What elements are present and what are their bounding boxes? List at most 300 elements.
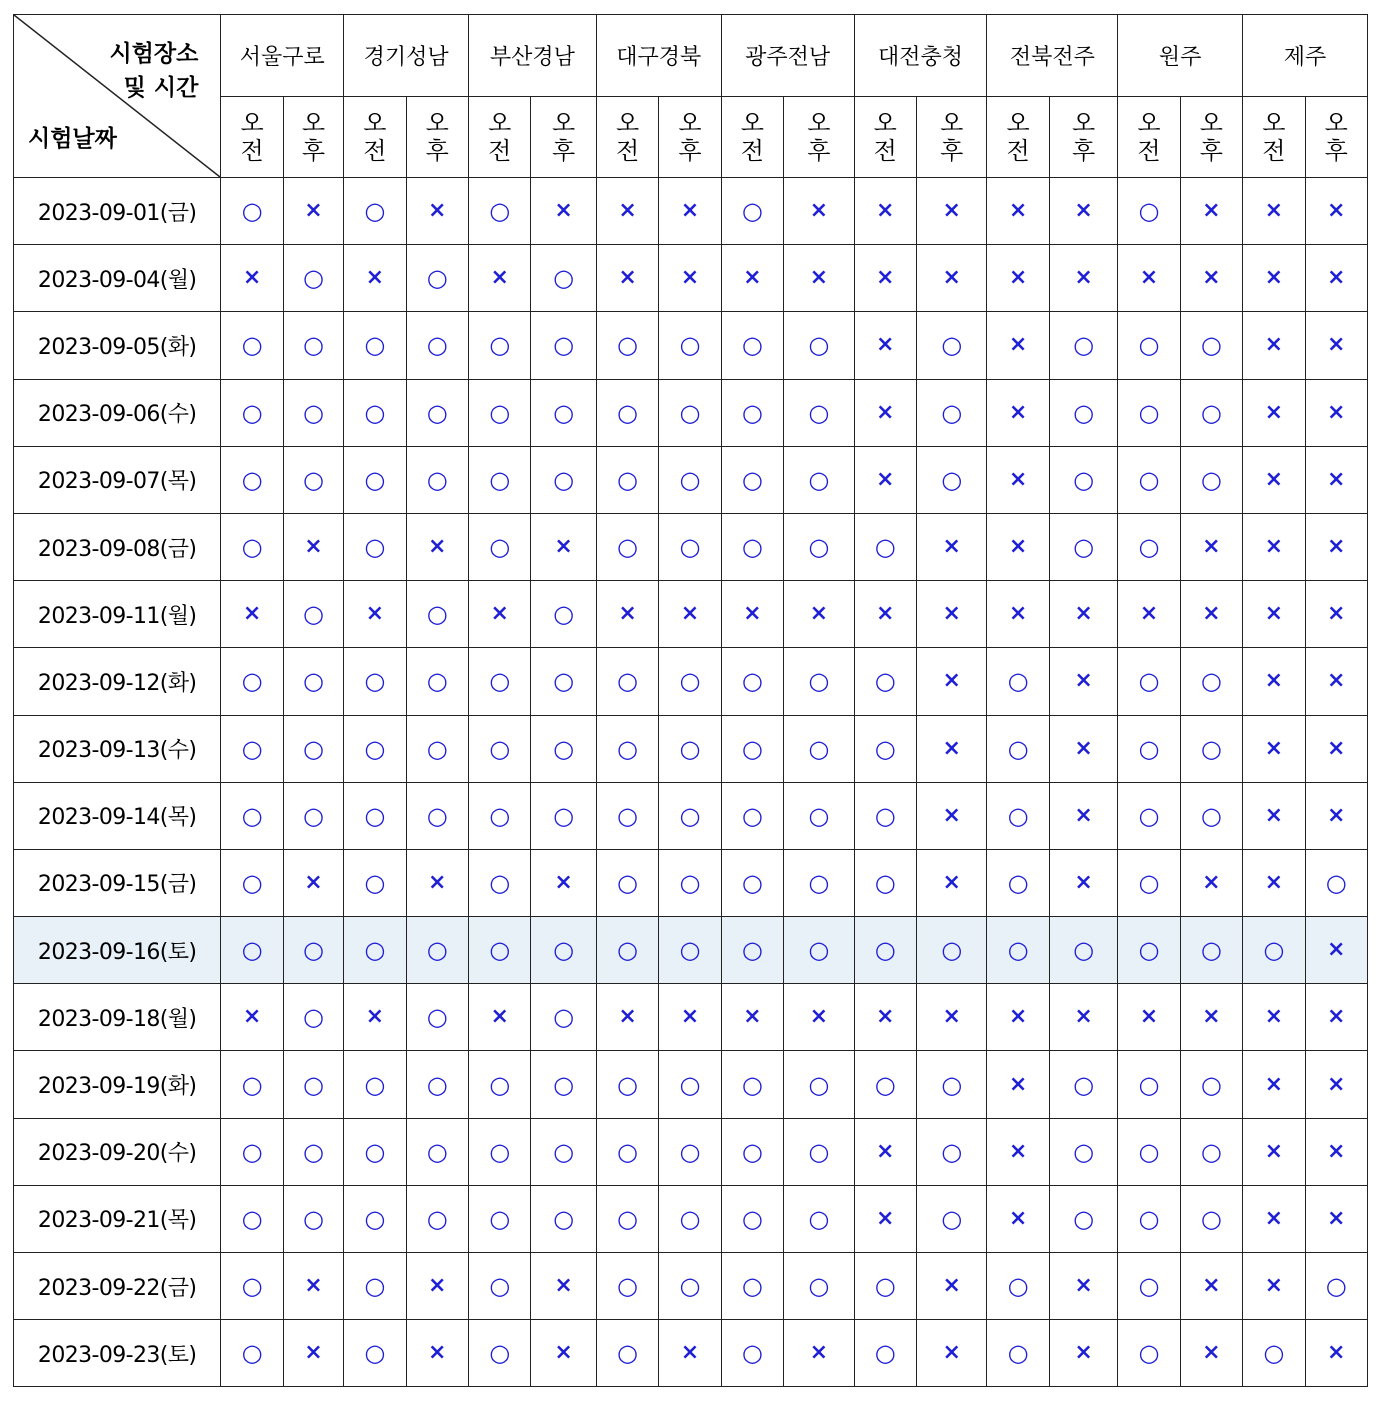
availability-cell bbox=[1180, 917, 1242, 984]
available-mark: ○ bbox=[808, 331, 830, 360]
unavailable-mark: × bbox=[490, 265, 509, 291]
availability-cell bbox=[784, 648, 854, 715]
availability-cell bbox=[1180, 849, 1242, 916]
unavailable-mark: × bbox=[1008, 1004, 1028, 1030]
exam-date-cell: 2023-09-19(화) bbox=[14, 1051, 221, 1118]
availability-cell bbox=[1180, 715, 1242, 782]
availability-cell bbox=[1049, 1118, 1117, 1185]
availability-cell bbox=[784, 178, 854, 245]
availability-cell bbox=[854, 984, 916, 1051]
exam-date-cell: 2023-09-18(월) bbox=[14, 984, 221, 1051]
availability-cell bbox=[721, 1051, 783, 1118]
availability-cell bbox=[659, 1051, 721, 1118]
availability-cell bbox=[344, 648, 406, 715]
availability-cell bbox=[1049, 513, 1117, 580]
availability-cell bbox=[916, 581, 986, 648]
available-mark: ○ bbox=[1073, 1070, 1095, 1099]
availability-cell bbox=[1243, 1185, 1305, 1252]
unavailable-mark: × bbox=[1202, 1273, 1221, 1299]
table-row bbox=[14, 1320, 1368, 1387]
availability-cell bbox=[1243, 1253, 1305, 1320]
availability-cell bbox=[596, 581, 658, 648]
availability-cell bbox=[1305, 1185, 1368, 1252]
availability-cell bbox=[468, 782, 530, 849]
available-mark: ○ bbox=[617, 533, 638, 562]
availability-cell bbox=[1118, 715, 1180, 782]
availability-cell bbox=[1049, 984, 1117, 1051]
pm-header: 오후 bbox=[1180, 96, 1242, 178]
corner-header bbox=[14, 15, 221, 178]
available-mark: ○ bbox=[1138, 1339, 1160, 1368]
exam-date-cell: 2023-09-11(월) bbox=[14, 581, 221, 648]
availability-cell bbox=[1118, 1118, 1180, 1185]
availability-cell bbox=[221, 648, 283, 715]
available-mark: ○ bbox=[679, 667, 701, 696]
available-mark: ○ bbox=[426, 331, 448, 360]
availability-cell bbox=[1180, 648, 1242, 715]
unavailable-mark: × bbox=[1264, 1004, 1284, 1030]
availability-cell bbox=[531, 1253, 596, 1320]
unavailable-mark: × bbox=[1327, 466, 1346, 492]
available-mark: ○ bbox=[1325, 868, 1347, 897]
available-mark: ○ bbox=[489, 667, 511, 696]
table-row bbox=[14, 1051, 1368, 1118]
availability-cell bbox=[721, 245, 783, 312]
availability-cell bbox=[1305, 984, 1368, 1051]
available-mark: ○ bbox=[741, 1070, 763, 1099]
availability-cell bbox=[468, 1051, 530, 1118]
location-header: 대구경북 bbox=[596, 15, 721, 97]
available-mark: ○ bbox=[679, 868, 701, 897]
unavailable-mark: × bbox=[1202, 1004, 1221, 1030]
available-mark: ○ bbox=[553, 734, 575, 763]
available-mark: ○ bbox=[1200, 331, 1222, 360]
available-mark: ○ bbox=[1007, 1339, 1029, 1368]
availability-cell bbox=[1118, 849, 1180, 916]
availability-cell bbox=[344, 782, 406, 849]
availability-cell bbox=[531, 1051, 596, 1118]
unavailable-mark: × bbox=[876, 265, 895, 291]
availability-cell bbox=[468, 312, 530, 379]
availability-cell bbox=[283, 581, 343, 648]
am-header: 오전 bbox=[344, 96, 406, 178]
availability-cell bbox=[1305, 446, 1368, 513]
availability-cell bbox=[531, 581, 596, 648]
am-header: 오전 bbox=[468, 96, 530, 178]
available-mark: ○ bbox=[426, 600, 448, 629]
available-mark: ○ bbox=[489, 1272, 511, 1301]
availability-cell bbox=[784, 1253, 854, 1320]
availability-cell bbox=[1118, 446, 1180, 513]
location-header: 제주 bbox=[1243, 15, 1368, 97]
unavailable-mark: × bbox=[942, 265, 961, 291]
availability-cell bbox=[1305, 513, 1368, 580]
unavailable-mark: × bbox=[1327, 1205, 1346, 1231]
available-mark: ○ bbox=[1007, 734, 1029, 763]
availability-cell bbox=[784, 782, 854, 849]
availability-cell bbox=[1305, 178, 1368, 245]
availability-cell bbox=[987, 1118, 1049, 1185]
unavailable-mark: × bbox=[876, 601, 895, 627]
available-mark: ○ bbox=[741, 465, 763, 494]
availability-cell bbox=[1180, 379, 1242, 446]
available-mark: ○ bbox=[617, 1204, 638, 1233]
unavailable-mark: × bbox=[876, 1004, 895, 1030]
available-mark: ○ bbox=[741, 936, 763, 965]
availability-cell bbox=[1180, 1185, 1242, 1252]
available-mark: ○ bbox=[808, 465, 830, 494]
unavailable-mark: × bbox=[680, 198, 700, 224]
unavailable-mark: × bbox=[428, 1340, 447, 1366]
availability-cell bbox=[1118, 312, 1180, 379]
unavailable-mark: × bbox=[365, 601, 385, 627]
availability-cell bbox=[344, 715, 406, 782]
available-mark: ○ bbox=[364, 734, 386, 763]
unavailable-mark: × bbox=[1008, 534, 1028, 560]
availability-cell bbox=[596, 245, 658, 312]
available-mark: ○ bbox=[1138, 533, 1160, 562]
availability-cell bbox=[854, 917, 916, 984]
availability-cell bbox=[784, 446, 854, 513]
unavailable-mark: × bbox=[809, 198, 829, 224]
availability-cell bbox=[283, 1320, 343, 1387]
availability-cell bbox=[596, 849, 658, 916]
available-mark: ○ bbox=[426, 1137, 448, 1166]
availability-cell bbox=[1049, 312, 1117, 379]
unavailable-mark: × bbox=[680, 601, 700, 627]
exam-date-cell: 2023-09-21(목) bbox=[14, 1185, 221, 1252]
available-mark: ○ bbox=[617, 398, 638, 427]
available-mark: ○ bbox=[489, 1137, 511, 1166]
unavailable-mark: × bbox=[242, 601, 262, 627]
availability-cell bbox=[784, 379, 854, 446]
available-mark: ○ bbox=[364, 465, 386, 494]
unavailable-mark: × bbox=[809, 1340, 829, 1366]
available-mark: ○ bbox=[241, 398, 263, 427]
available-mark: ○ bbox=[302, 1070, 324, 1099]
availability-cell bbox=[221, 513, 283, 580]
available-mark: ○ bbox=[679, 801, 701, 830]
availability-cell bbox=[987, 984, 1049, 1051]
availability-cell bbox=[784, 245, 854, 312]
availability-cell bbox=[721, 715, 783, 782]
available-mark: ○ bbox=[808, 533, 830, 562]
availability-cell bbox=[468, 581, 530, 648]
availability-cell bbox=[1118, 1051, 1180, 1118]
availability-cell bbox=[659, 648, 721, 715]
available-mark: ○ bbox=[1073, 1137, 1095, 1166]
available-mark: ○ bbox=[241, 1339, 263, 1368]
available-mark: ○ bbox=[426, 398, 448, 427]
available-mark: ○ bbox=[1200, 398, 1222, 427]
available-mark: ○ bbox=[302, 801, 324, 830]
available-mark: ○ bbox=[489, 734, 511, 763]
unavailable-mark: × bbox=[876, 399, 895, 425]
availability-cell bbox=[1243, 245, 1305, 312]
available-mark: ○ bbox=[874, 734, 896, 763]
availability-cell bbox=[221, 1185, 283, 1252]
unavailable-mark: × bbox=[1264, 198, 1284, 224]
availability-cell bbox=[854, 581, 916, 648]
unavailable-mark: × bbox=[1008, 399, 1028, 425]
availability-cell bbox=[221, 782, 283, 849]
availability-cell bbox=[784, 984, 854, 1051]
unavailable-mark: × bbox=[1264, 869, 1284, 895]
pm-header: 오후 bbox=[1305, 96, 1368, 178]
unavailable-mark: × bbox=[618, 1004, 637, 1030]
availability-cell bbox=[1118, 513, 1180, 580]
available-mark: ○ bbox=[1263, 1339, 1285, 1368]
availability-cell bbox=[283, 849, 343, 916]
unavailable-mark: × bbox=[1008, 198, 1028, 224]
pm-header: 오후 bbox=[283, 96, 343, 178]
unavailable-mark: × bbox=[428, 1273, 447, 1299]
availability-cell bbox=[468, 1320, 530, 1387]
availability-cell bbox=[406, 849, 468, 916]
available-mark: ○ bbox=[1138, 801, 1160, 830]
unavailable-mark: × bbox=[1074, 1273, 1093, 1299]
available-mark: ○ bbox=[1138, 936, 1160, 965]
availability-cell bbox=[659, 245, 721, 312]
available-mark: ○ bbox=[364, 868, 386, 897]
available-mark: ○ bbox=[553, 667, 575, 696]
available-mark: ○ bbox=[241, 801, 263, 830]
available-mark: ○ bbox=[553, 600, 575, 629]
availability-cell bbox=[1180, 1051, 1242, 1118]
table-row bbox=[14, 312, 1368, 379]
available-mark: ○ bbox=[941, 398, 963, 427]
availability-cell bbox=[283, 446, 343, 513]
unavailable-mark: × bbox=[1327, 198, 1346, 224]
unavailable-mark: × bbox=[1327, 265, 1346, 291]
available-mark: ○ bbox=[302, 398, 324, 427]
available-mark: ○ bbox=[241, 734, 263, 763]
available-mark: ○ bbox=[364, 197, 386, 226]
availability-cell bbox=[344, 1051, 406, 1118]
availability-cell bbox=[721, 312, 783, 379]
available-mark: ○ bbox=[489, 868, 511, 897]
available-mark: ○ bbox=[679, 1204, 701, 1233]
pm-header: 오후 bbox=[784, 96, 854, 178]
available-mark: ○ bbox=[553, 465, 575, 494]
availability-cell bbox=[1305, 917, 1368, 984]
availability-cell bbox=[406, 1118, 468, 1185]
exam-schedule-table bbox=[13, 14, 1368, 1387]
unavailable-mark: × bbox=[1264, 601, 1284, 627]
availability-cell bbox=[596, 1051, 658, 1118]
available-mark: ○ bbox=[241, 465, 263, 494]
available-mark: ○ bbox=[617, 1272, 638, 1301]
availability-cell bbox=[916, 245, 986, 312]
availability-cell bbox=[406, 1185, 468, 1252]
availability-cell bbox=[659, 715, 721, 782]
availability-cell bbox=[596, 446, 658, 513]
exam-date-cell: 2023-09-12(화) bbox=[14, 648, 221, 715]
availability-cell bbox=[406, 379, 468, 446]
availability-cell bbox=[531, 715, 596, 782]
available-mark: ○ bbox=[1007, 667, 1029, 696]
availability-cell bbox=[721, 513, 783, 580]
available-mark: ○ bbox=[489, 936, 511, 965]
available-mark: ○ bbox=[489, 1070, 511, 1099]
availability-cell bbox=[1243, 312, 1305, 379]
availability-cell bbox=[916, 513, 986, 580]
availability-cell bbox=[916, 312, 986, 379]
availability-cell bbox=[283, 513, 343, 580]
available-mark: ○ bbox=[617, 936, 638, 965]
available-mark: ○ bbox=[741, 1204, 763, 1233]
unavailable-mark: × bbox=[428, 198, 447, 224]
availability-cell bbox=[596, 1320, 658, 1387]
availability-cell bbox=[1305, 1320, 1368, 1387]
unavailable-mark: × bbox=[1074, 869, 1093, 895]
available-mark: ○ bbox=[679, 734, 701, 763]
availability-cell bbox=[659, 581, 721, 648]
unavailable-mark: × bbox=[743, 601, 762, 627]
unavailable-mark: × bbox=[942, 802, 961, 828]
availability-cell bbox=[987, 1253, 1049, 1320]
availability-cell bbox=[344, 1118, 406, 1185]
availability-cell bbox=[1049, 178, 1117, 245]
available-mark: ○ bbox=[741, 197, 763, 226]
availability-cell bbox=[344, 581, 406, 648]
availability-cell bbox=[854, 782, 916, 849]
availability-cell bbox=[596, 312, 658, 379]
exam-date-cell: 2023-09-15(금) bbox=[14, 849, 221, 916]
available-mark: ○ bbox=[553, 1070, 575, 1099]
available-mark: ○ bbox=[426, 734, 448, 763]
available-mark: ○ bbox=[679, 1272, 701, 1301]
unavailable-mark: × bbox=[942, 534, 961, 560]
availability-cell bbox=[531, 648, 596, 715]
availability-cell bbox=[596, 513, 658, 580]
availability-cell bbox=[1305, 312, 1368, 379]
available-mark: ○ bbox=[617, 667, 638, 696]
available-mark: ○ bbox=[1007, 936, 1029, 965]
availability-cell bbox=[406, 715, 468, 782]
unavailable-mark: × bbox=[490, 1004, 509, 1030]
available-mark: ○ bbox=[489, 398, 511, 427]
exam-date-cell: 2023-09-20(수) bbox=[14, 1118, 221, 1185]
availability-cell bbox=[596, 1118, 658, 1185]
available-mark: ○ bbox=[808, 936, 830, 965]
available-mark: ○ bbox=[426, 264, 448, 293]
availability-cell bbox=[283, 917, 343, 984]
location-header: 서울구로 bbox=[221, 15, 344, 97]
available-mark: ○ bbox=[553, 801, 575, 830]
am-header: 오전 bbox=[854, 96, 916, 178]
availability-cell bbox=[344, 312, 406, 379]
available-mark: ○ bbox=[553, 1204, 575, 1233]
available-mark: ○ bbox=[1200, 734, 1222, 763]
available-mark: ○ bbox=[874, 936, 896, 965]
availability-cell bbox=[721, 1185, 783, 1252]
unavailable-mark: × bbox=[1074, 198, 1093, 224]
available-mark: ○ bbox=[808, 801, 830, 830]
unavailable-mark: × bbox=[1327, 1138, 1346, 1164]
available-mark: ○ bbox=[241, 667, 263, 696]
availability-cell bbox=[854, 1118, 916, 1185]
unavailable-mark: × bbox=[554, 869, 573, 895]
availability-cell bbox=[1118, 379, 1180, 446]
availability-cell bbox=[406, 648, 468, 715]
available-mark: ○ bbox=[741, 1137, 763, 1166]
unavailable-mark: × bbox=[490, 601, 509, 627]
availability-cell bbox=[531, 782, 596, 849]
availability-cell bbox=[283, 782, 343, 849]
availability-cell bbox=[659, 513, 721, 580]
availability-cell bbox=[468, 446, 530, 513]
table-row bbox=[14, 715, 1368, 782]
exam-date-cell: 2023-09-08(금) bbox=[14, 513, 221, 580]
availability-cell bbox=[468, 379, 530, 446]
location-header: 광주전남 bbox=[721, 15, 854, 97]
available-mark: ○ bbox=[808, 1204, 830, 1233]
availability-cell bbox=[1180, 1320, 1242, 1387]
availability-cell bbox=[221, 178, 283, 245]
available-mark: ○ bbox=[426, 465, 448, 494]
availability-cell bbox=[531, 984, 596, 1051]
unavailable-mark: × bbox=[304, 198, 323, 224]
available-mark: ○ bbox=[874, 667, 896, 696]
exam-date-cell: 2023-09-14(목) bbox=[14, 782, 221, 849]
availability-cell bbox=[531, 849, 596, 916]
availability-cell bbox=[784, 1185, 854, 1252]
availability-cell bbox=[1243, 513, 1305, 580]
location-header: 경기성남 bbox=[344, 15, 469, 97]
availability-cell bbox=[916, 1253, 986, 1320]
unavailable-mark: × bbox=[1264, 265, 1284, 291]
available-mark: ○ bbox=[1138, 1204, 1160, 1233]
unavailable-mark: × bbox=[1074, 668, 1093, 694]
availability-cell bbox=[916, 178, 986, 245]
availability-cell bbox=[659, 1118, 721, 1185]
availability-cell bbox=[531, 513, 596, 580]
available-mark: ○ bbox=[302, 465, 324, 494]
exam-date-cell: 2023-09-13(수) bbox=[14, 715, 221, 782]
availability-cell bbox=[406, 917, 468, 984]
unavailable-mark: × bbox=[554, 1273, 573, 1299]
available-mark: ○ bbox=[1200, 1137, 1222, 1166]
unavailable-mark: × bbox=[1264, 1138, 1284, 1164]
exam-date-cell: 2023-09-04(월) bbox=[14, 245, 221, 312]
availability-cell bbox=[1305, 379, 1368, 446]
availability-cell bbox=[596, 178, 658, 245]
unavailable-mark: × bbox=[876, 1138, 895, 1164]
unavailable-mark: × bbox=[1327, 332, 1346, 358]
available-mark: ○ bbox=[241, 197, 263, 226]
availability-cell bbox=[221, 245, 283, 312]
available-mark: ○ bbox=[364, 1204, 386, 1233]
availability-cell bbox=[221, 849, 283, 916]
unavailable-mark: × bbox=[1008, 265, 1028, 291]
availability-cell bbox=[1118, 782, 1180, 849]
availability-cell bbox=[721, 446, 783, 513]
location-header: 원주 bbox=[1118, 15, 1243, 97]
table-row bbox=[14, 446, 1368, 513]
availability-cell bbox=[406, 446, 468, 513]
available-mark: ○ bbox=[1200, 936, 1222, 965]
availability-cell bbox=[854, 178, 916, 245]
availability-cell bbox=[1049, 1185, 1117, 1252]
available-mark: ○ bbox=[241, 1137, 263, 1166]
available-mark: ○ bbox=[364, 533, 386, 562]
availability-cell bbox=[659, 984, 721, 1051]
available-mark: ○ bbox=[302, 1003, 324, 1032]
table-row bbox=[14, 513, 1368, 580]
availability-cell bbox=[344, 513, 406, 580]
availability-cell bbox=[344, 379, 406, 446]
